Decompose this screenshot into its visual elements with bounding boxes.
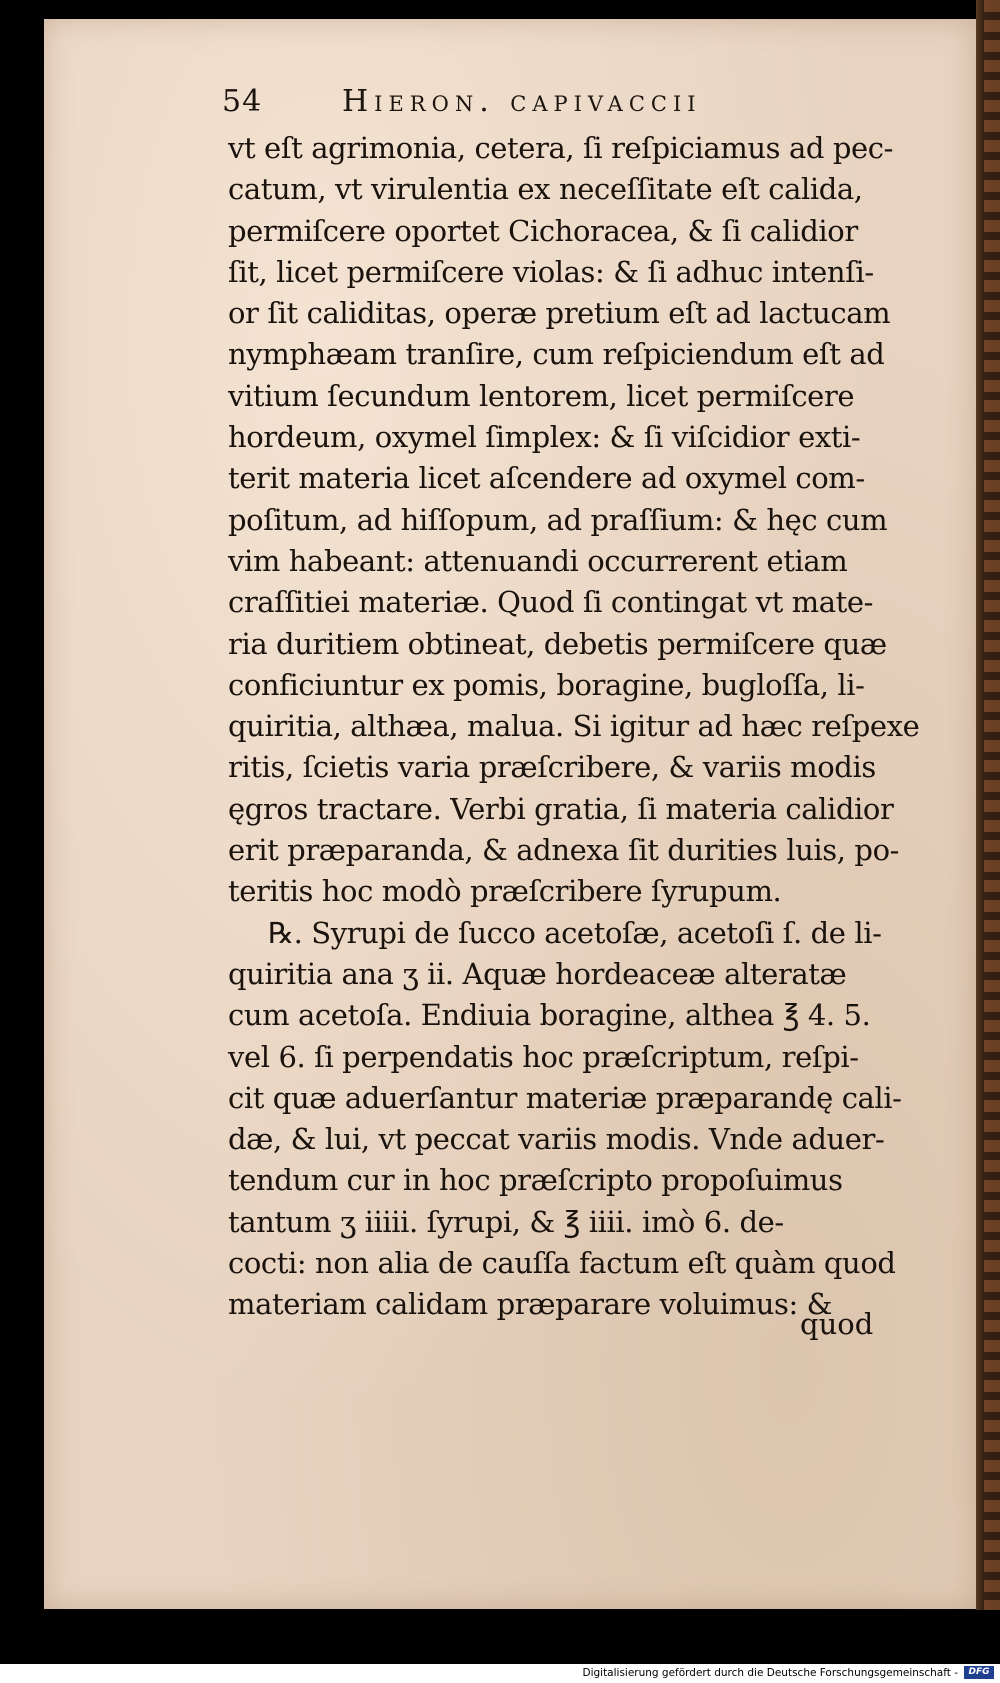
text-line-recipe: ℞. Syrupi de ſucco acetoſæ, acetoſi ſ. de li- <box>268 915 882 950</box>
text-line: tantum ʒ iiiii. ſyrupi, & ℥ iiii. imò 6. de- <box>228 1204 784 1239</box>
book-edge <box>984 0 1000 1610</box>
text-line: permiſcere oportet Cichoracea, & ſi calidior <box>228 213 858 248</box>
text-line: nymphæam tranſire, cum reſpiciendum eſt ad <box>228 337 885 372</box>
text-line: cit quæ aduerſantur materiæ præparandę cali- <box>228 1080 902 1115</box>
text-line: vt eſt agrimonia, cetera, ſi reſpiciamus ad pec- <box>228 131 894 165</box>
text-line: quiritia, althæa, malua. Si igitur ad hæc reſpexe <box>228 709 920 744</box>
text-line: poſitum, ad hiſſopum, ad praſſium: & hęc cum <box>228 502 888 537</box>
text-line: catum, vt virulentia ex neceſſitate eſt calida, <box>228 172 863 207</box>
text-line: craſſitiei materiæ. Quod ſi contingat vt mate- <box>228 585 874 620</box>
text-line: ria duritiem obtineat, debetis permiſcere quæ <box>228 626 887 661</box>
text-line: ſit, licet permiſcere violas: & ſi adhuc intenſi- <box>228 254 874 289</box>
text-line: ęgros tractare. Verbi gratia, ſi materia calidior <box>228 791 894 826</box>
text-line: cum acetoſa. Endiuia boragine, althea ℥ 4. 5. <box>228 998 871 1033</box>
text-line: terit materia licet aſcendere ad oxymel com- <box>228 461 865 496</box>
text-line: materiam calidam præparare voluimus: & <box>228 1287 833 1322</box>
text-line: quiritia ana ʒ ii. Aquæ hordeaceæ alteratæ <box>228 956 847 991</box>
page-number: 54 <box>222 84 263 119</box>
body-text <box>228 128 920 1326</box>
text-line: ritis, ſcietis varia præſcribere, & variis modis <box>228 750 876 785</box>
text-line: or ſit caliditas, operæ pretium eſt ad lactucam <box>228 296 891 331</box>
text-line: conficiuntur ex pomis, boragine, bugloſſa, li- <box>228 667 865 702</box>
text-line: hordeum, oxymel ſimplex: & ſi viſcidior exti- <box>228 420 861 455</box>
catchword: quod <box>800 1307 874 1341</box>
text-line: vitium ſecundum lentorem, licet permiſcere <box>228 378 855 413</box>
text-line: cocti: non alia de cauſſa factum eſt quàm quod <box>228 1246 896 1281</box>
text-line: teritis hoc modò præſcribere ſyrupum. <box>228 874 782 909</box>
text-line: dæ, & lui, vt peccat variis modis. Vnde aduer- <box>228 1122 885 1157</box>
running-head: Hieron. capivaccii <box>342 84 702 119</box>
text-line: erit præparanda, & adnexa ſit durities luis, po- <box>228 833 900 868</box>
page-header <box>222 84 862 124</box>
text-line: vel 6. ſi perpendatis hoc præſcriptum, reſpi- <box>228 1039 859 1074</box>
dfg-logo-icon: DFG <box>964 1666 994 1679</box>
text-line: tendum cur in hoc præſcripto propoſuimus <box>228 1163 843 1198</box>
text-line: vim habeant: attenuandi occurrerent etiam <box>228 543 848 578</box>
funding-notice: Digitalisierung gefördert durch die Deutsche Forschungsgemeinschaft - <box>582 1667 958 1679</box>
